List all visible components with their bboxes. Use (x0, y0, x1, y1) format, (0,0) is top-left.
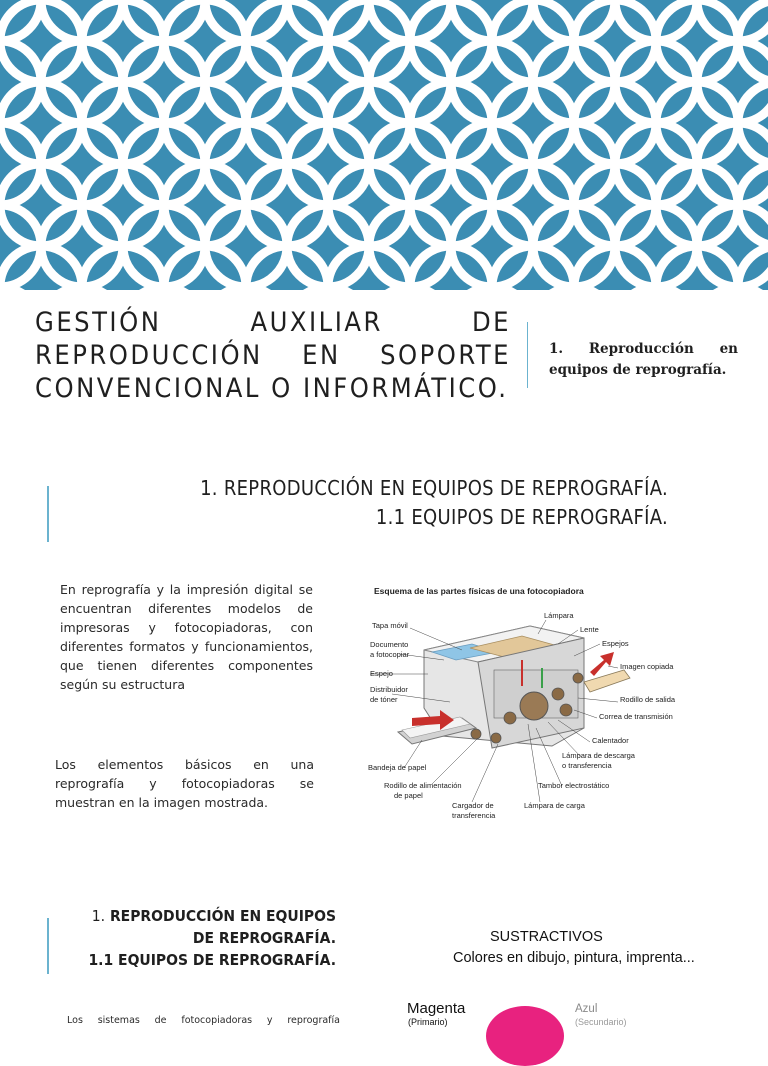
copier-illustration (398, 626, 630, 748)
label-rodillo-alim-2: de papel (394, 791, 423, 800)
heading-line2: 1.1 EQUIPOS DE REPROGRAFÍA. (375, 505, 668, 529)
label-cargador-2: transferencia (452, 811, 496, 820)
azul-label: Azul (575, 1003, 598, 1015)
label-imagen-copiada: Imagen copiada (620, 662, 674, 671)
label-cargador-1: Cargador de (452, 801, 494, 810)
magenta-label: Magenta (407, 1000, 466, 1017)
label-tambor: Tambor electrostático (538, 781, 610, 790)
systems-paragraph: Los sistemas de fotocopiadoras y reprografía (67, 1015, 340, 1026)
label-documento-2: a fotocopiar (370, 650, 410, 659)
title-divider (527, 322, 528, 388)
label-espejos: Espejos (602, 639, 629, 648)
subtractive-title: SUSTRACTIVOS (490, 929, 603, 945)
label-lente: Lente (580, 625, 599, 634)
diagram-title: Esquema de las partes físicas de una fotocopiadora (374, 586, 584, 596)
photocopier-diagram (352, 578, 682, 830)
label-lampara-carga: Lámpara de carga (524, 801, 585, 810)
heading-number: 1. (91, 907, 106, 925)
presentation-title: GESTIÓN AUXILIAR DE REPRODUCCIÓN EN SOPORTE CONVENCIONAL O INFORMÁTICO. (35, 307, 511, 404)
label-calentador: Calentador (592, 736, 629, 745)
label-lampara-descarga-2: o transferencia (562, 761, 612, 770)
label-lampara: Lámpara (544, 611, 574, 620)
label-bandeja: Bandeja de papel (368, 763, 427, 772)
heading-line3: 1.1 EQUIPOS DE REPROGRAFÍA. (88, 951, 336, 969)
magenta-color-circle (486, 1006, 564, 1066)
label-rodillo-salida: Rodillo de salida (620, 695, 676, 704)
label-distribuidor-2: de tóner (370, 695, 398, 704)
section-subtitle: 1. Reproducción en equipos de reprografía. (549, 341, 738, 378)
heading-number: 1. (200, 476, 218, 500)
slide2-heading (200, 474, 668, 532)
slide2-accent-bar (47, 486, 49, 542)
subtractive-subtitle: Colores en dibujo, pintura, imprenta... (453, 950, 695, 966)
slide3-heading (40, 905, 336, 971)
label-espejo: Espejo (370, 669, 393, 678)
label-rodillo-alim-1: Rodillo de alimentación (384, 781, 462, 790)
decorative-pattern-banner (0, 0, 768, 290)
label-lampara-descarga-1: Lámpara de descarga (562, 751, 635, 760)
heading-line2: DE REPROGRAFÍA. (192, 929, 336, 947)
magenta-sublabel: (Primario) (408, 1017, 448, 1027)
heading-line1: REPRODUCCIÓN EN EQUIPOS (109, 907, 336, 925)
label-documento-1: Documento (370, 640, 409, 649)
label-distribuidor-1: Distribuidor (370, 685, 408, 694)
label-correa: Correa de transmisión (599, 712, 673, 721)
azul-sublabel: (Secundario) (575, 1017, 627, 1027)
heading-line1: REPRODUCCIÓN EN EQUIPOS DE REPROGRAFÍA. (223, 476, 668, 500)
elements-paragraph: Los elementos básicos en una reprografía y fotocopiadoras se muestran en la imagen mostrada. (55, 757, 314, 810)
label-tapa-movil: Tapa móvil (372, 621, 408, 630)
intro-paragraph: En reprografía y la impresión digital se encuentran diferentes modelos de impresoras y fotocopiadoras, con diferentes formatos y funcionamientos, que tienen diferentes componentes según su estructura (60, 582, 313, 692)
